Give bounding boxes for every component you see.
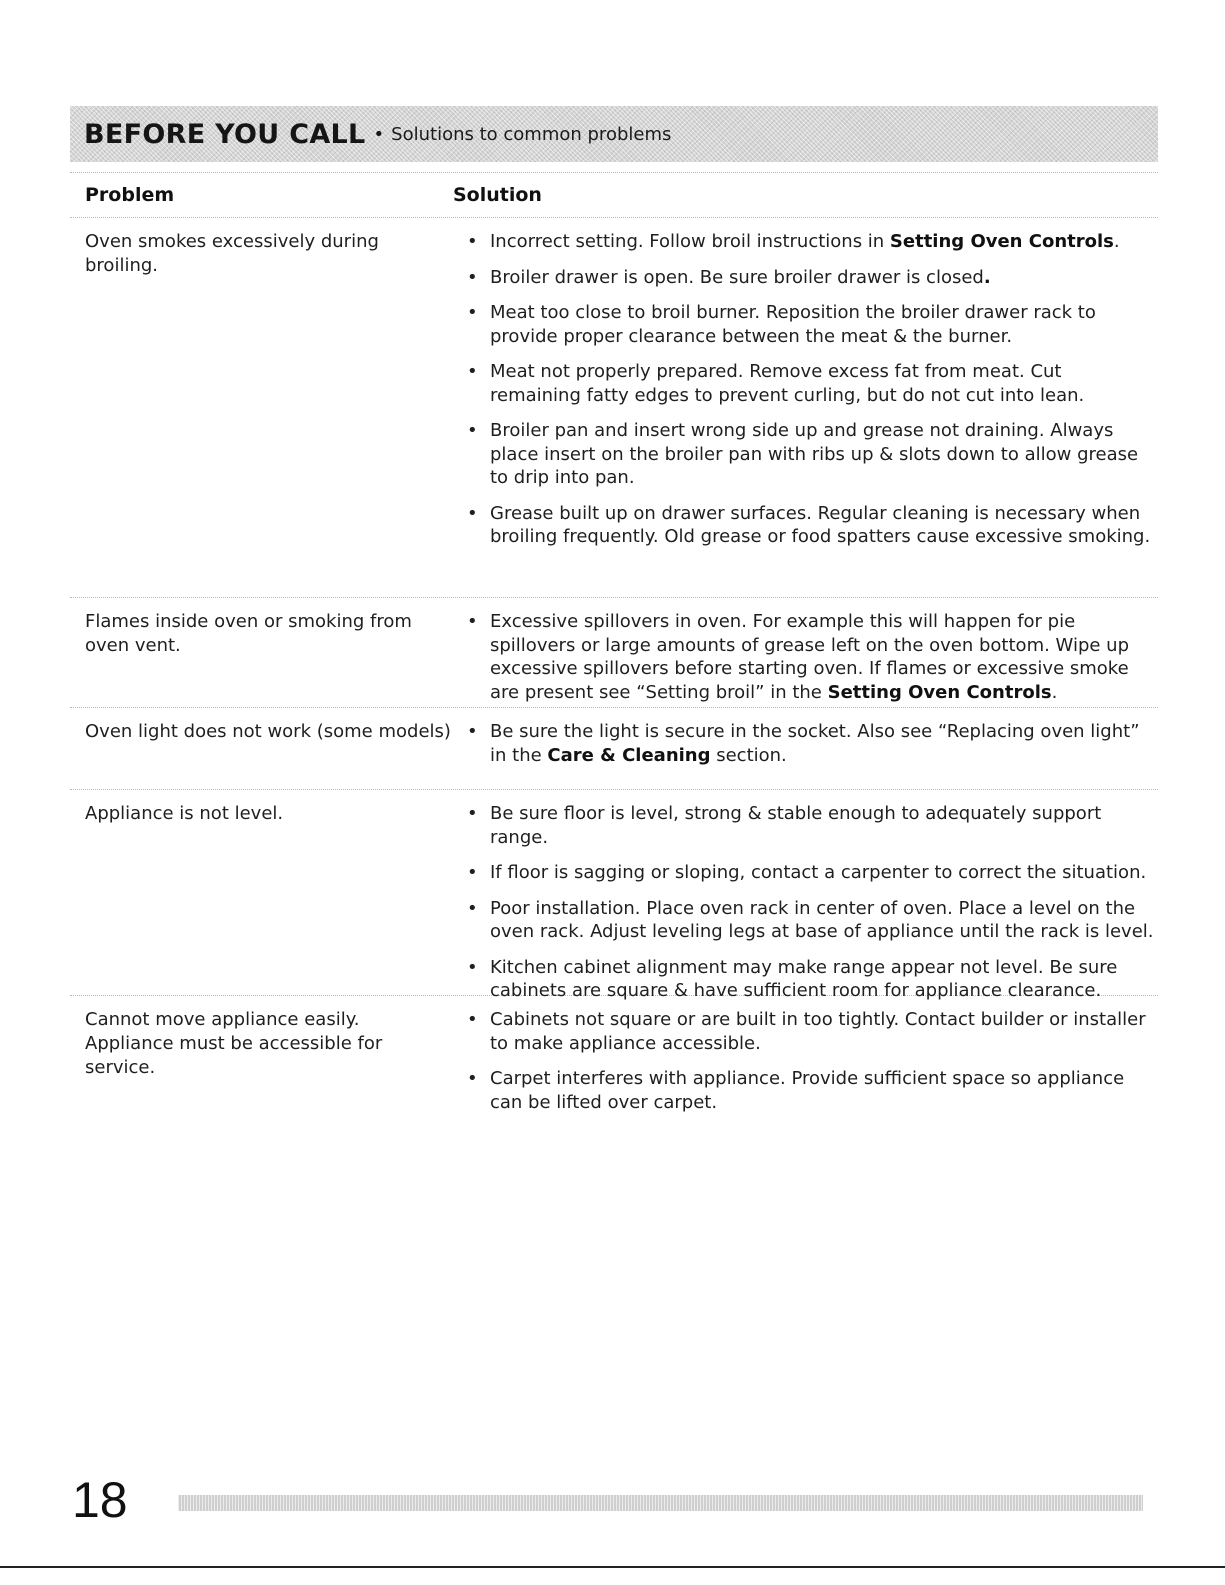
bullet-icon: • <box>467 862 478 883</box>
problem-cell: Oven smokes excessively during broiling. <box>85 231 379 276</box>
banner-separator: • <box>373 123 385 145</box>
solution-text: Meat too close to broil burner. Reposition the broiler drawer rack to provide proper clearance between the meat & the burner. <box>490 302 1096 347</box>
list-item <box>453 1067 1158 1114</box>
table-header-row <box>70 172 1158 218</box>
solution-text: Be sure the light is secure in the socket. Also see “Replacing oven light” in the <box>490 721 1140 766</box>
bullet-icon: • <box>467 1009 478 1030</box>
table-row <box>70 708 1158 790</box>
solution-text: Poor installation. Place oven rack in center of oven. Place a level on the oven rack. Adjust leveling legs at base of appliance until the rack is level. <box>490 897 1154 942</box>
solution-text: Grease built up on drawer surfaces. Regular cleaning is necessary when broiling frequently. Old grease or food spatters cause excessive smoking. <box>490 502 1151 547</box>
banner-title: BEFORE YOU CALL <box>84 118 366 150</box>
list-item <box>453 861 1158 885</box>
solution-text-end: . <box>1051 681 1058 703</box>
problem-cell: Appliance is not level. <box>85 803 284 824</box>
solution-column-header <box>453 184 1158 206</box>
solution-text: Broiler pan and insert wrong side up and grease not draining. Always place insert on the broiler pan with ribs up & slots down to allow grease to drip into pan. <box>490 420 1139 488</box>
table-row <box>70 996 1158 1126</box>
solution-text: Carpet interferes with appliance. Provide sufficient space so appliance can be lifted over carpet. <box>490 1068 1125 1113</box>
list-item <box>453 502 1158 549</box>
troubleshooting-table <box>70 172 1158 1126</box>
bullet-icon: • <box>467 502 478 524</box>
bullet-icon: • <box>467 956 478 978</box>
bullet-icon: • <box>467 302 478 323</box>
bullet-icon: • <box>467 231 478 252</box>
bullet-icon: • <box>467 611 478 632</box>
footer-decorative-bar <box>178 1495 1143 1511</box>
solution-list <box>453 230 1158 549</box>
solution-text: Broiler drawer is open. Be sure broiler drawer is closed <box>490 266 984 288</box>
solution-list <box>453 1008 1158 1114</box>
list-item <box>453 956 1158 1003</box>
solution-text: Cabinets not square or are built in too tightly. Contact builder or installer to make appliance accessible. <box>490 1009 1146 1054</box>
solution-text: Incorrect setting. Follow broil instructions in <box>490 231 890 252</box>
solution-text: Meat not properly prepared. Remove excess fat from meat. Cut remaining fatty edges to prevent curling, but do not cut into lean. <box>490 361 1085 406</box>
page-number: 18 <box>72 1472 128 1528</box>
solution-cell <box>453 790 1158 1001</box>
list-item <box>453 419 1158 490</box>
table-row <box>70 218 1158 598</box>
list-item <box>453 230 1158 254</box>
problem-cell: Oven light does not work (some models) <box>85 721 451 742</box>
problem-cell: Cannot move appliance easily. Appliance must be accessible for service. <box>85 1009 383 1078</box>
bullet-icon: • <box>467 897 478 919</box>
list-item <box>453 610 1158 704</box>
solution-cell <box>453 598 1158 707</box>
bullet-icon: • <box>467 361 478 382</box>
solution-text: Be sure floor is level, strong & stable enough to adequately support range. <box>490 803 1102 848</box>
solution-cell <box>453 218 1158 597</box>
problem-header-label: Problem <box>85 184 175 206</box>
section-reference: Setting Oven Controls <box>889 231 1114 252</box>
solution-text: If floor is sagging or sloping, contact a carpenter to correct the situation. <box>490 862 1147 883</box>
list-item <box>453 360 1158 407</box>
section-reference: . <box>983 266 991 288</box>
banner-subtitle: Solutions to common problems <box>391 123 672 145</box>
solution-cell <box>453 996 1158 1126</box>
solution-text: Kitchen cabinet alignment may make range appear not level. Be sure cabinets are square & have sufficient room for appliance clearance. <box>490 956 1118 1001</box>
table-row <box>70 598 1158 708</box>
section-banner <box>70 106 1158 162</box>
problem-cell: Flames inside oven or smoking from oven vent. <box>85 611 412 656</box>
solution-text-end: . <box>1113 231 1120 252</box>
bullet-icon: • <box>467 1068 478 1089</box>
section-reference: Care & Cleaning <box>547 744 711 766</box>
solution-cell <box>453 708 1158 789</box>
list-item <box>453 802 1158 849</box>
table-row <box>70 790 1158 1001</box>
page-bottom-rule <box>0 1566 1225 1568</box>
solution-list <box>453 802 1158 1003</box>
list-item <box>453 720 1158 767</box>
list-item <box>453 266 1158 290</box>
list-item <box>453 1008 1158 1055</box>
solution-header-label: Solution <box>453 184 542 206</box>
bullet-icon: • <box>467 803 478 824</box>
problem-column-header <box>70 184 453 206</box>
solution-text: Excessive spillovers in oven. For example this will happen for pie spillovers or large amounts of grease left on the oven bottom. Wipe up excessive spillovers before starting oven. If flames or excessive smoke are present see “Setting broil” in the <box>490 611 1129 703</box>
solution-text-end: section. <box>710 744 787 766</box>
bullet-icon: • <box>467 266 478 288</box>
bullet-icon: • <box>467 721 478 742</box>
solution-list <box>453 610 1158 704</box>
list-item <box>453 897 1158 944</box>
list-item <box>453 301 1158 348</box>
solution-list <box>453 720 1158 767</box>
bullet-icon: • <box>467 420 478 441</box>
section-reference: Setting Oven Controls <box>827 681 1052 703</box>
